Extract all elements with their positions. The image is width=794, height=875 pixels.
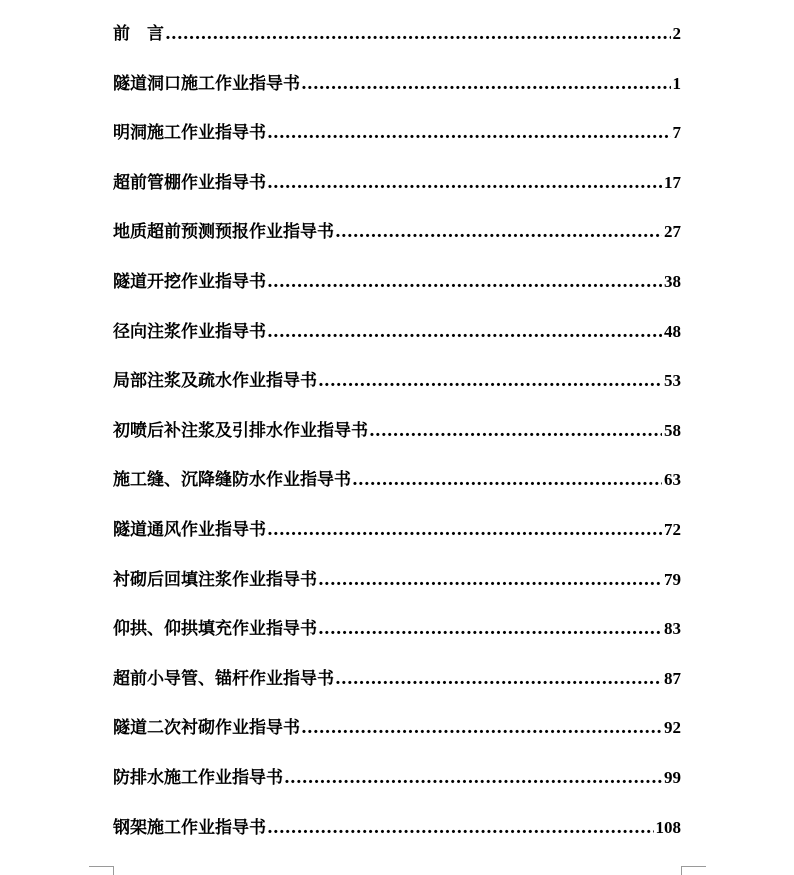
toc-dot-leader [267, 267, 662, 297]
toc-dot-leader [301, 69, 671, 99]
toc-entry-page: 72 [664, 519, 681, 539]
toc-entry-title: 仰拱、仰拱填充作业指导书 [113, 619, 317, 640]
toc-entry-page: 58 [664, 420, 681, 440]
toc-entry[interactable] [113, 614, 681, 664]
toc-dot-leader [267, 317, 662, 347]
toc-dot-leader [318, 565, 662, 595]
toc-entry[interactable] [113, 217, 681, 267]
toc-entry-title: 防排水施工作业指导书 [113, 767, 283, 788]
toc-entry-title: 隧道洞口施工作业指导书 [113, 73, 300, 94]
toc-entry-title: 径向注浆作业指导书 [113, 321, 266, 342]
toc-dot-leader [267, 168, 662, 198]
toc-entry-page: 108 [655, 817, 681, 837]
toc-dot-leader [267, 515, 662, 545]
toc-entry-page: 53 [664, 371, 681, 391]
toc-entry[interactable] [113, 713, 681, 763]
toc-dot-leader [352, 465, 662, 495]
toc-entry-title: 前 言 [113, 24, 164, 44]
toc-entry-page: 2 [672, 24, 681, 43]
toc-entry[interactable] [113, 317, 681, 367]
toc-entry-page: 79 [664, 569, 681, 589]
toc-entry-preface[interactable] [113, 19, 681, 69]
toc-entry-title: 超前小导管、锚杆作业指导书 [113, 668, 334, 689]
toc-entry[interactable] [113, 465, 681, 515]
toc-entry-title: 隧道通风作业指导书 [113, 519, 266, 540]
toc-entry-page: 87 [664, 668, 681, 688]
toc-dot-leader [267, 813, 654, 843]
toc-entry-page: 63 [664, 470, 681, 490]
toc-entry-title: 超前管棚作业指导书 [113, 172, 266, 193]
toc-dot-leader [335, 664, 662, 694]
toc-dot-leader [318, 366, 662, 396]
toc-entry[interactable] [113, 565, 681, 615]
toc-entry-title: 地质超前预测预报作业指导书 [113, 222, 334, 243]
toc-entry-page: 17 [664, 172, 681, 192]
toc-entry-page: 99 [664, 767, 681, 787]
toc-entry-page: 27 [664, 222, 681, 242]
toc-entry[interactable] [113, 366, 681, 416]
table-of-contents [113, 19, 681, 862]
toc-dot-leader [267, 118, 671, 148]
toc-dot-leader [165, 19, 671, 49]
toc-entry-title: 施工缝、沉降缝防水作业指导书 [113, 470, 351, 491]
toc-dot-leader [369, 416, 662, 446]
toc-entry-title: 隧道开挖作业指导书 [113, 271, 266, 292]
toc-entry[interactable] [113, 515, 681, 565]
toc-entry[interactable] [113, 168, 681, 218]
toc-dot-leader [335, 217, 662, 247]
toc-entry[interactable] [113, 664, 681, 714]
toc-dot-leader [318, 614, 662, 644]
toc-entry-page: 92 [664, 718, 681, 738]
toc-entry-page: 48 [664, 321, 681, 341]
toc-entry[interactable] [113, 813, 681, 863]
toc-entry-title: 明洞施工作业指导书 [113, 123, 266, 144]
toc-entry-title: 隧道二次衬砌作业指导书 [113, 718, 300, 739]
toc-entry-page: 38 [664, 271, 681, 291]
toc-entry[interactable] [113, 69, 681, 119]
toc-entry-title: 局部注浆及疏水作业指导书 [113, 371, 317, 392]
toc-dot-leader [284, 763, 662, 793]
toc-entry[interactable] [113, 118, 681, 168]
toc-entry[interactable] [113, 416, 681, 466]
toc-dot-leader [301, 713, 662, 743]
toc-entry-page: 7 [672, 123, 681, 143]
toc-entry-title: 衬砌后回填注浆作业指导书 [113, 569, 317, 590]
toc-entry-page: 83 [664, 619, 681, 639]
toc-entry-page: 1 [672, 73, 681, 93]
toc-entry[interactable] [113, 763, 681, 813]
toc-entry[interactable] [113, 267, 681, 317]
toc-entry-title: 钢架施工作业指导书 [113, 817, 266, 838]
toc-entry-title: 初喷后补注浆及引排水作业指导书 [113, 420, 368, 441]
